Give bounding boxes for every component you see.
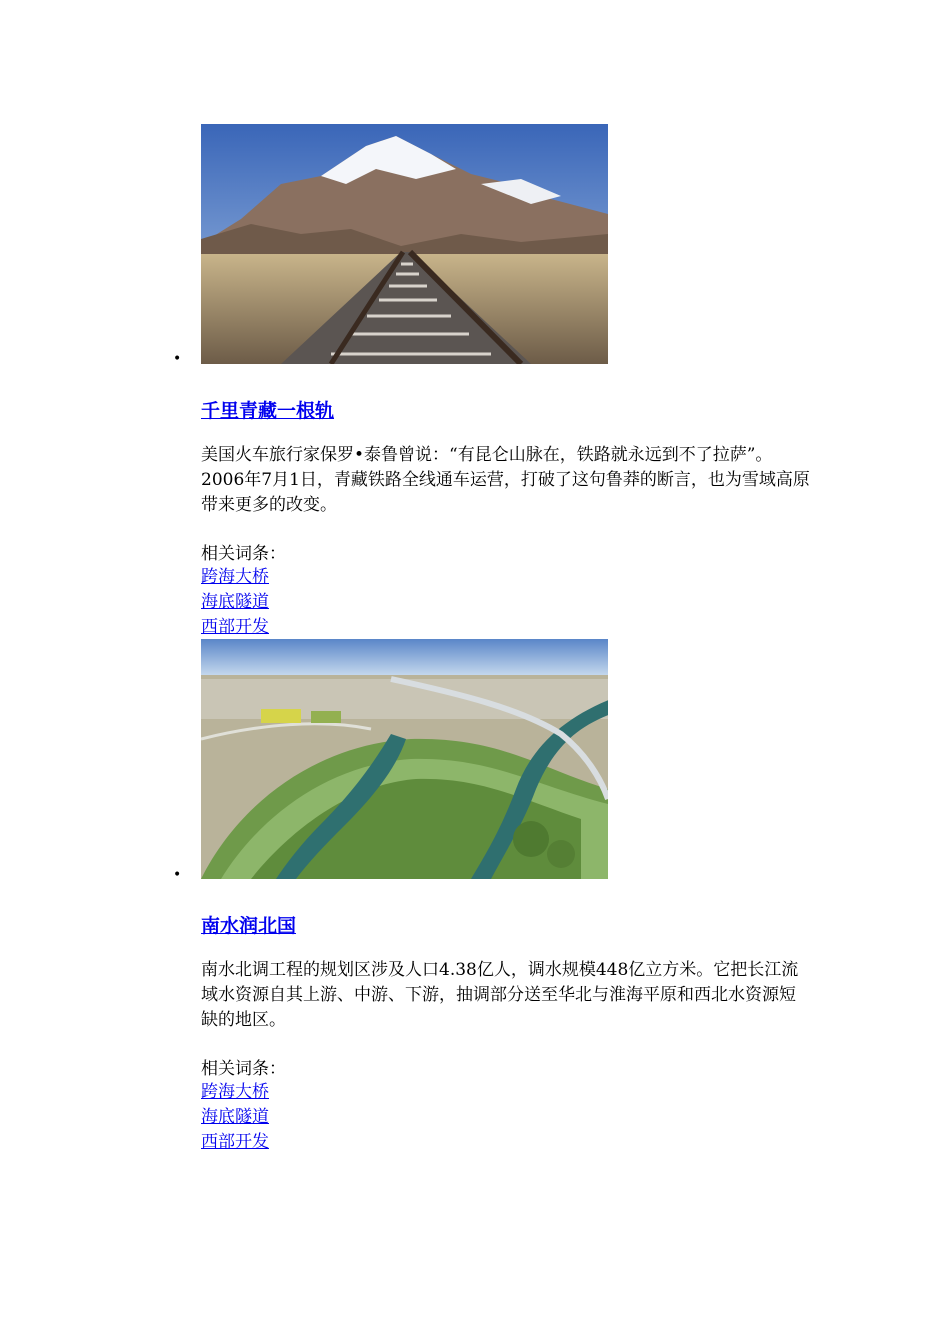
- entry-description: 美国火车旅行家保罗•泰鲁曾说：“有昆仑山脉在，铁路就永远到不了拉萨”。2006年7月1日，青藏铁路全线通车运营，打破了这句鲁莽的断言，也为雪域高原带来更多的改变。: [201, 445, 810, 515]
- related-link-cross-sea-bridge[interactable]: 跨海大桥: [201, 1082, 269, 1102]
- entry-title-link[interactable]: 千里青藏一根轨: [201, 400, 335, 422]
- related-link-western-development[interactable]: 西部开发: [201, 1132, 269, 1152]
- entry-title-link[interactable]: 南水润北国: [201, 915, 297, 937]
- canal-photo: [201, 639, 608, 879]
- list-bullet: •: [173, 867, 182, 883]
- list-bullet: •: [173, 351, 182, 367]
- related-label: 相关词条：: [201, 544, 286, 564]
- related-link-western-development[interactable]: 西部开发: [201, 617, 269, 637]
- railway-photo: [201, 124, 608, 364]
- related-link-cross-sea-bridge[interactable]: 跨海大桥: [201, 567, 269, 587]
- related-link-undersea-tunnel[interactable]: 海底隧道: [201, 592, 269, 612]
- related-link-undersea-tunnel[interactable]: 海底隧道: [201, 1107, 269, 1127]
- entry-description: 南水北调工程的规划区涉及人口4.38亿人，调水规模448亿立方米。它把长江流域水资源自其上游、中游、下游，抽调部分送至华北与淮海平原和西北水资源短缺的地区。: [201, 960, 799, 1030]
- related-label: 相关词条：: [201, 1059, 286, 1079]
